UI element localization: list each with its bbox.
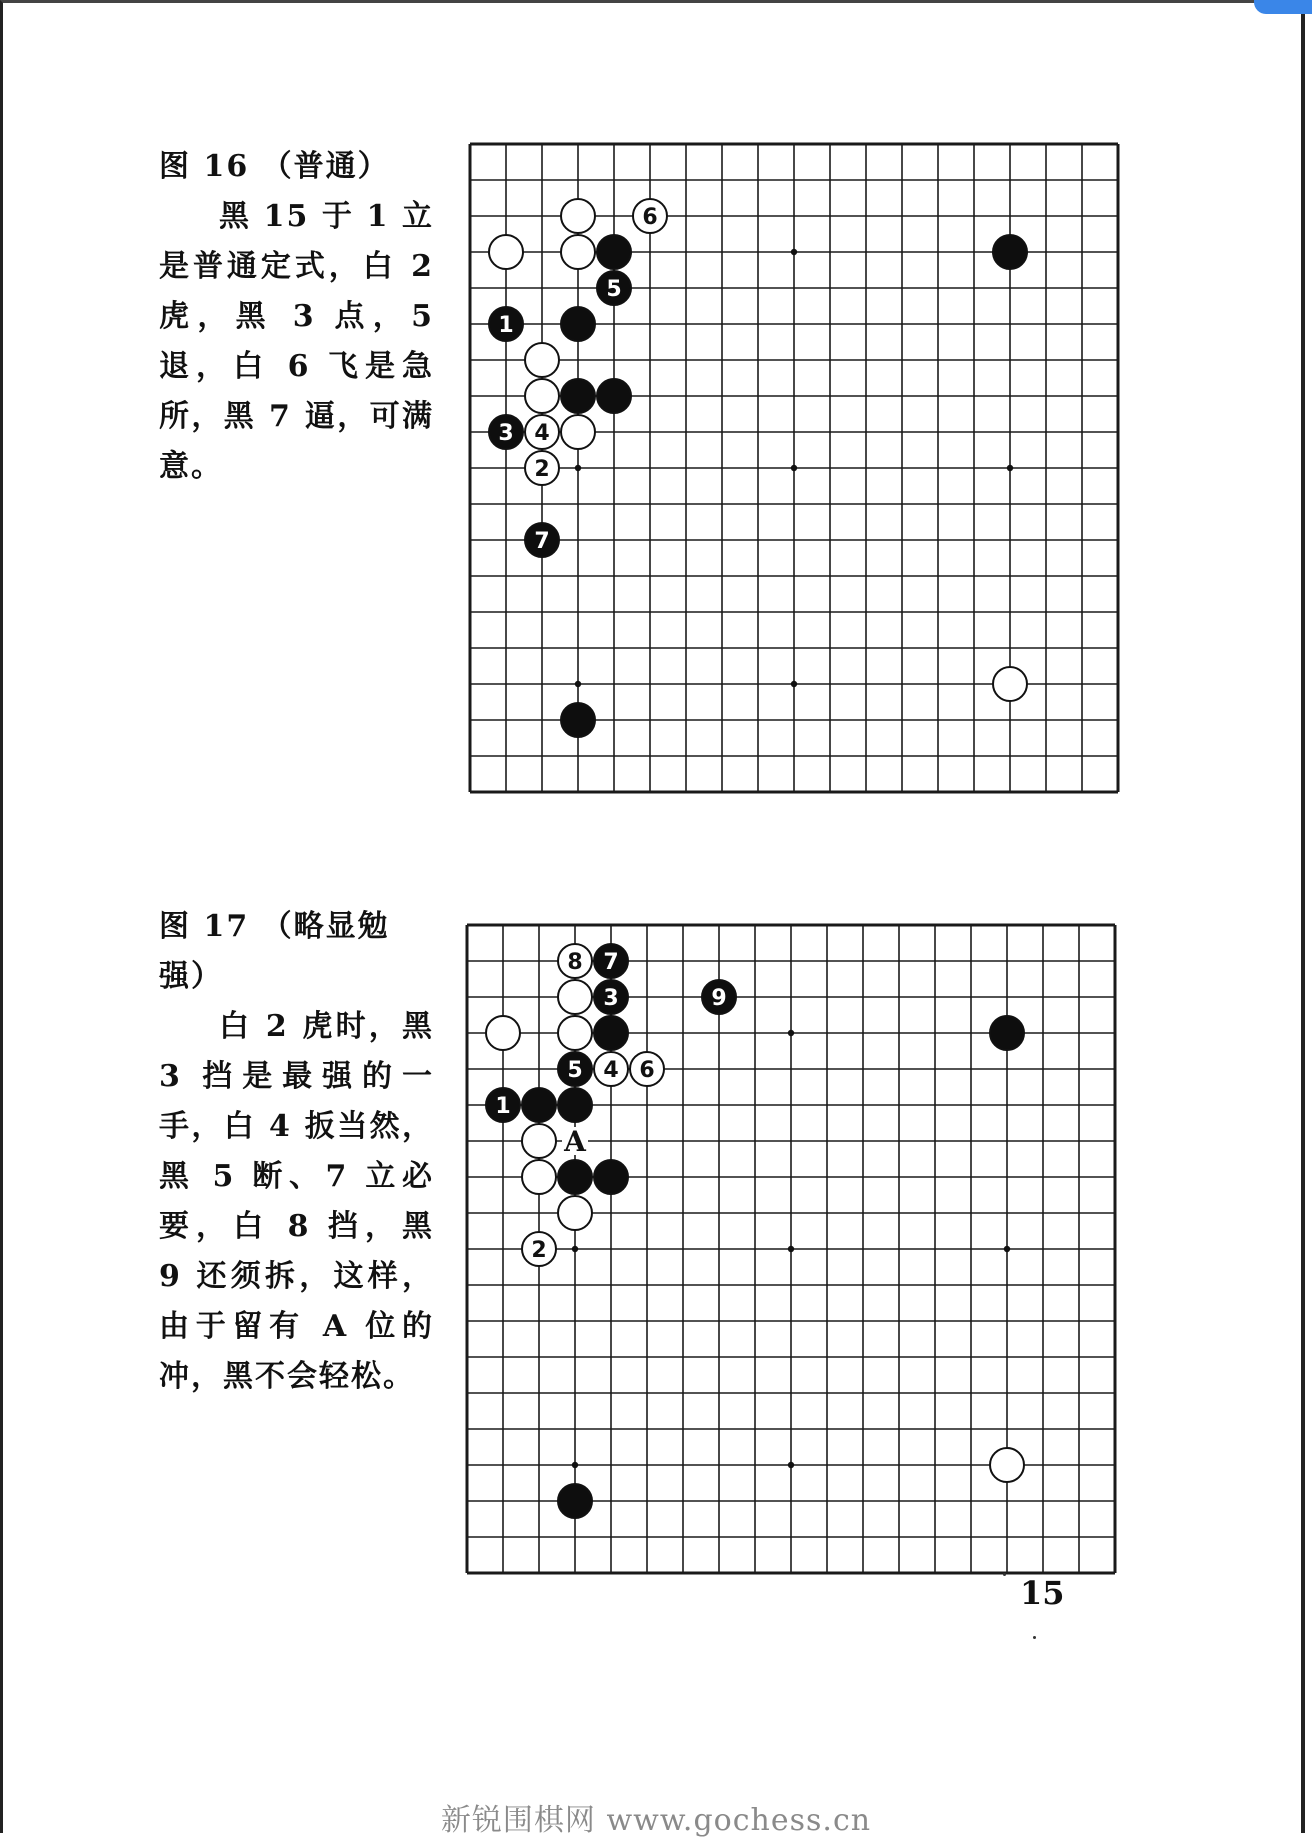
white-stone <box>561 235 595 269</box>
star-point <box>788 1462 794 1468</box>
star-point <box>788 1246 794 1252</box>
black-move-stone <box>486 1088 520 1122</box>
scan-speck <box>1003 1573 1006 1576</box>
figure-16-title: 图 16 （普通） <box>159 149 390 184</box>
figure-17-caption <box>159 902 434 1402</box>
figure-17-text: 白 2 虎时，黑 3 挡是最强的一手，白 4 扳当然，黑 5 断、7 立必要，白 8 挡，黑 9 还须拆，这样，由于留有 A 位的冲，黑不会轻松。 <box>159 1009 434 1394</box>
star-point <box>575 681 581 687</box>
black-move-stone <box>558 1052 592 1086</box>
black-move-stone <box>525 523 559 557</box>
white-stone <box>561 199 595 233</box>
star-point <box>575 465 581 471</box>
white-move-stone <box>594 1052 628 1086</box>
black-stone <box>594 1160 628 1194</box>
move-number: 4 <box>603 1058 619 1083</box>
white-stone <box>525 379 559 413</box>
star-point <box>1004 1246 1010 1252</box>
move-number: 6 <box>639 1058 655 1083</box>
black-move-stone <box>594 944 628 978</box>
white-stone <box>561 415 595 449</box>
corner-tab[interactable] <box>1254 0 1312 14</box>
white-stone <box>489 235 523 269</box>
black-stone <box>522 1088 556 1122</box>
black-move-stone <box>489 307 523 341</box>
star-point <box>791 681 797 687</box>
white-move-stone <box>522 1232 556 1266</box>
white-stone <box>522 1160 556 1194</box>
white-stone <box>558 1016 592 1050</box>
scan-speck <box>1033 1636 1036 1639</box>
move-number: 2 <box>534 457 550 482</box>
move-number: 7 <box>534 529 550 554</box>
black-move-stone <box>594 980 628 1014</box>
star-point <box>1007 465 1013 471</box>
white-stone <box>525 343 559 377</box>
white-stone <box>558 980 592 1014</box>
star-point <box>791 465 797 471</box>
black-move-stone <box>597 271 631 305</box>
move-number: 3 <box>498 421 514 446</box>
figure-17-title: 图 17 （略显勉强） <box>159 909 390 994</box>
figure-16-caption <box>159 142 434 492</box>
watermark: 新锐围棋网 www.gochess.cn <box>440 1803 872 1838</box>
white-move-stone <box>525 451 559 485</box>
white-move-stone <box>630 1052 664 1086</box>
black-stone <box>558 1088 592 1122</box>
white-move-stone <box>558 944 592 978</box>
move-number: 3 <box>603 986 619 1011</box>
white-move-stone <box>525 415 559 449</box>
black-stone <box>561 703 595 737</box>
go-board-figure-17 <box>463 921 1119 1577</box>
white-stone <box>558 1196 592 1230</box>
move-number: 9 <box>711 986 727 1011</box>
move-number: 6 <box>642 205 658 230</box>
black-stone <box>597 379 631 413</box>
move-number: 5 <box>567 1058 583 1083</box>
star-point <box>572 1246 578 1252</box>
position-marker: A <box>564 1125 586 1158</box>
black-stone <box>558 1484 592 1518</box>
move-number: 1 <box>495 1094 511 1119</box>
move-number: 8 <box>567 950 583 975</box>
black-stone <box>597 235 631 269</box>
move-number: 5 <box>606 277 622 302</box>
move-number: 1 <box>498 313 514 338</box>
move-number: 7 <box>603 950 619 975</box>
black-stone <box>594 1016 628 1050</box>
black-stone <box>990 1016 1024 1050</box>
move-number: 2 <box>531 1238 547 1263</box>
white-stone <box>990 1448 1024 1482</box>
black-stone <box>561 307 595 341</box>
black-stone <box>561 379 595 413</box>
white-move-stone <box>633 199 667 233</box>
black-move-stone <box>489 415 523 449</box>
black-stone <box>993 235 1027 269</box>
star-point <box>788 1030 794 1036</box>
star-point <box>791 249 797 255</box>
white-stone <box>522 1124 556 1158</box>
black-move-stone <box>702 980 736 1014</box>
white-stone <box>993 667 1027 701</box>
figure-16-text: 黑 15 于 1 立是普通定式，白 2 虎，黑 3 点，5 退，白 6 飞是急所，黑 7 逼，可满意。 <box>159 199 434 484</box>
white-stone <box>486 1016 520 1050</box>
page-number: 15 <box>1020 1574 1065 1612</box>
star-point <box>572 1462 578 1468</box>
black-stone <box>558 1160 592 1194</box>
move-number: 4 <box>534 421 550 446</box>
go-board-figure-16 <box>466 140 1122 796</box>
